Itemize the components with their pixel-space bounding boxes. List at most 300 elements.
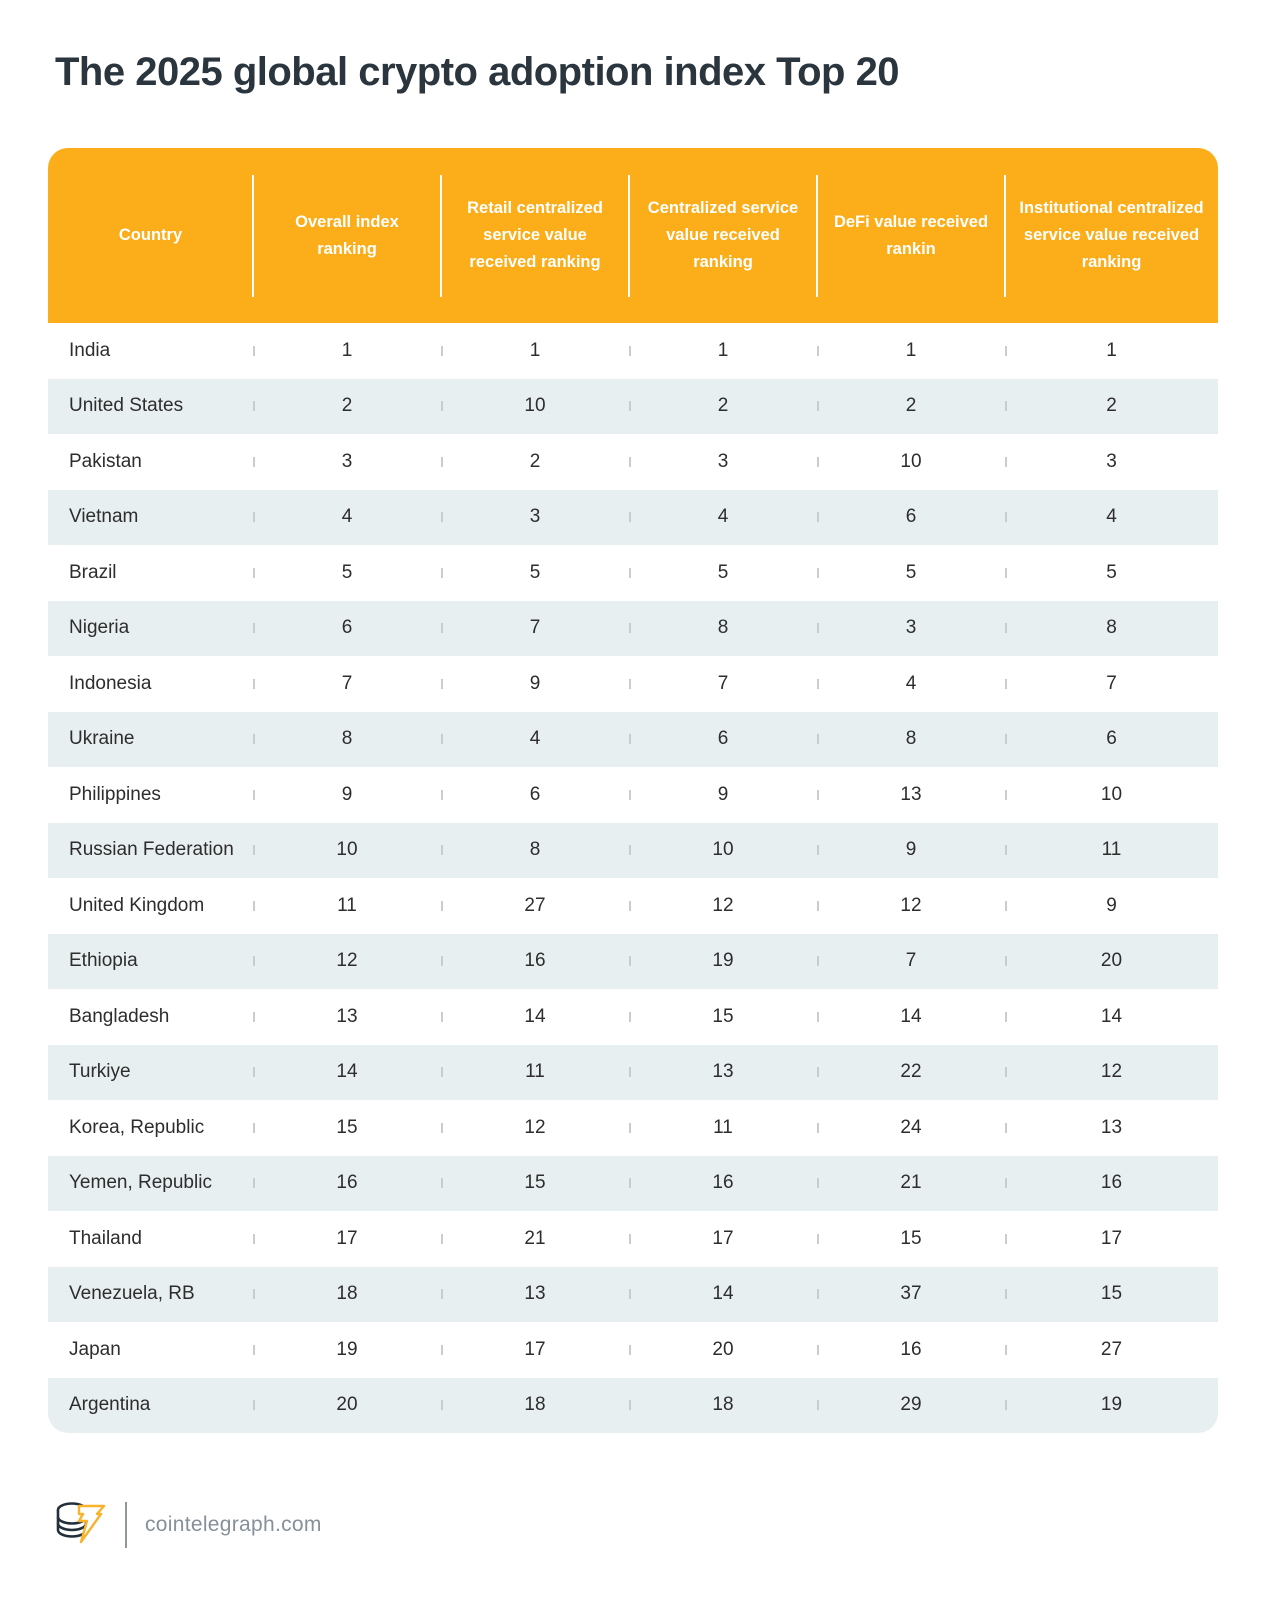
ranking-cell bbox=[629, 1172, 817, 1194]
ranking-value: 13 bbox=[524, 1283, 546, 1305]
ranking-cell bbox=[253, 895, 441, 917]
ranking-value: 37 bbox=[900, 1283, 922, 1305]
cell-tick-divider bbox=[1005, 346, 1007, 356]
ranking-cell bbox=[253, 1283, 441, 1305]
ranking-cell bbox=[253, 673, 441, 695]
cell-tick-divider bbox=[441, 457, 443, 467]
ranking-value: 6 bbox=[905, 506, 917, 528]
ranking-value: 12 bbox=[1100, 1061, 1123, 1083]
table-row bbox=[48, 656, 1218, 712]
cell-tick-divider bbox=[629, 568, 631, 578]
ranking-value: 3 bbox=[341, 450, 353, 472]
cell-tick-divider bbox=[817, 1123, 819, 1133]
ranking-cell bbox=[1005, 784, 1218, 806]
ranking-cell bbox=[629, 1228, 817, 1250]
cell-tick-divider bbox=[253, 346, 255, 356]
ranking-value: 19 bbox=[336, 1338, 358, 1360]
table-row bbox=[48, 601, 1218, 657]
column-header-5: Institutional centralized service value received ranking bbox=[1005, 148, 1218, 323]
cell-tick-divider bbox=[817, 679, 819, 689]
table-row bbox=[48, 823, 1218, 879]
cell-tick-divider bbox=[1005, 623, 1007, 633]
ranking-value: 11 bbox=[525, 1061, 545, 1083]
cell-tick-divider bbox=[629, 512, 631, 522]
table-row bbox=[48, 1378, 1218, 1434]
cell-tick-divider bbox=[253, 679, 255, 689]
ranking-cell bbox=[441, 839, 629, 861]
ranking-cell bbox=[441, 1339, 629, 1361]
ranking-cell bbox=[1005, 617, 1218, 639]
country-cell: Russian Federation bbox=[69, 839, 234, 861]
country-cell: United States bbox=[69, 395, 184, 417]
ranking-cell bbox=[817, 1172, 1005, 1194]
ranking-value: 22 bbox=[900, 1061, 922, 1083]
ranking-cell bbox=[253, 1006, 441, 1028]
ranking-value: 14 bbox=[1100, 1005, 1123, 1027]
ranking-cell bbox=[441, 340, 629, 362]
country-cell: Indonesia bbox=[69, 672, 152, 694]
cell-tick-divider bbox=[817, 1400, 819, 1410]
country-cell: India bbox=[69, 339, 111, 361]
cell-tick-divider bbox=[441, 568, 443, 578]
ranking-value: 16 bbox=[1100, 1172, 1123, 1194]
cell-tick-divider bbox=[1005, 901, 1007, 911]
ranking-value: 15 bbox=[336, 1116, 358, 1138]
ranking-cell bbox=[817, 506, 1005, 528]
ranking-cell bbox=[1005, 395, 1218, 417]
ranking-cell bbox=[1005, 1006, 1218, 1028]
ranking-cell bbox=[441, 673, 629, 695]
ranking-cell bbox=[817, 1394, 1005, 1416]
ranking-cell bbox=[629, 895, 817, 917]
ranking-cell bbox=[817, 895, 1005, 917]
cell-tick-divider bbox=[629, 901, 631, 911]
ranking-value: 18 bbox=[524, 1394, 546, 1416]
column-header-2: Retail centralized service value received ranking bbox=[441, 148, 629, 323]
ranking-value: 12 bbox=[336, 950, 358, 972]
ranking-value: 21 bbox=[900, 1172, 922, 1194]
ranking-value: 1 bbox=[341, 339, 353, 361]
ranking-cell bbox=[441, 451, 629, 473]
ranking-value: 8 bbox=[905, 728, 917, 750]
ranking-cell bbox=[253, 506, 441, 528]
ranking-cell bbox=[441, 395, 629, 417]
cell-tick-divider bbox=[817, 1012, 819, 1022]
table-row bbox=[48, 1156, 1218, 1212]
cell-tick-divider bbox=[1005, 790, 1007, 800]
table-row bbox=[48, 989, 1218, 1045]
ranking-cell bbox=[1005, 506, 1218, 528]
ranking-value: 11 bbox=[1101, 839, 1122, 861]
cell-tick-divider bbox=[253, 956, 255, 966]
ranking-value: 6 bbox=[1106, 728, 1117, 750]
ranking-value: 3 bbox=[905, 617, 917, 639]
ranking-cell bbox=[629, 1394, 817, 1416]
ranking-cell bbox=[817, 673, 1005, 695]
table-row bbox=[48, 379, 1218, 435]
ranking-cell bbox=[441, 1228, 629, 1250]
country-cell: Japan bbox=[69, 1338, 121, 1360]
ranking-cell bbox=[1005, 839, 1218, 861]
ranking-value: 10 bbox=[900, 450, 922, 472]
ranking-cell bbox=[253, 1117, 441, 1139]
cell-tick-divider bbox=[817, 1289, 819, 1299]
ranking-cell bbox=[253, 1339, 441, 1361]
ranking-value: 29 bbox=[900, 1394, 922, 1416]
cell-tick-divider bbox=[441, 1178, 443, 1188]
table-row bbox=[48, 1322, 1218, 1378]
cell-tick-divider bbox=[441, 1345, 443, 1355]
ranking-cell bbox=[629, 839, 817, 861]
cell-tick-divider bbox=[629, 790, 631, 800]
ranking-cell bbox=[1005, 895, 1218, 917]
ranking-cell bbox=[1005, 562, 1218, 584]
cell-tick-divider bbox=[817, 845, 819, 855]
country-cell: Ukraine bbox=[69, 728, 135, 750]
ranking-value: 13 bbox=[1100, 1116, 1123, 1138]
ranking-cell bbox=[629, 950, 817, 972]
column-header-3: Centralized service value received ranking bbox=[629, 148, 817, 323]
cell-tick-divider bbox=[441, 790, 443, 800]
ranking-cell bbox=[441, 1117, 629, 1139]
cell-tick-divider bbox=[629, 1400, 631, 1410]
ranking-cell bbox=[1005, 1394, 1218, 1416]
cell-tick-divider bbox=[1005, 512, 1007, 522]
ranking-cell bbox=[441, 1061, 629, 1083]
ranking-value: 5 bbox=[341, 561, 353, 583]
cell-tick-divider bbox=[629, 845, 631, 855]
country-cell: Vietnam bbox=[69, 506, 139, 528]
cell-tick-divider bbox=[629, 956, 631, 966]
cell-tick-divider bbox=[817, 956, 819, 966]
ranking-cell bbox=[253, 1228, 441, 1250]
ranking-value: 11 bbox=[337, 894, 357, 916]
country-cell: United Kingdom bbox=[69, 894, 205, 916]
ranking-cell bbox=[253, 1172, 441, 1194]
cell-tick-divider bbox=[629, 1178, 631, 1188]
ranking-cell bbox=[629, 340, 817, 362]
cell-tick-divider bbox=[1005, 1067, 1007, 1077]
ranking-value: 18 bbox=[712, 1394, 734, 1416]
ranking-cell bbox=[441, 895, 629, 917]
cell-tick-divider bbox=[253, 790, 255, 800]
table-row bbox=[48, 1100, 1218, 1156]
footer-divider bbox=[125, 1502, 127, 1548]
cell-tick-divider bbox=[441, 1400, 443, 1410]
ranking-value: 9 bbox=[905, 839, 917, 861]
ranking-value: 16 bbox=[524, 950, 546, 972]
ranking-cell bbox=[1005, 451, 1218, 473]
ranking-value: 7 bbox=[529, 617, 541, 639]
ranking-cell bbox=[253, 728, 441, 750]
ranking-cell bbox=[817, 451, 1005, 473]
cell-tick-divider bbox=[253, 1012, 255, 1022]
ranking-value: 27 bbox=[1100, 1338, 1123, 1360]
cell-tick-divider bbox=[253, 1234, 255, 1244]
ranking-value: 2 bbox=[529, 450, 541, 472]
cell-tick-divider bbox=[253, 512, 255, 522]
ranking-cell bbox=[817, 784, 1005, 806]
ranking-value: 4 bbox=[905, 672, 917, 694]
table-row bbox=[48, 490, 1218, 546]
ranking-value: 2 bbox=[717, 395, 729, 417]
cell-tick-divider bbox=[1005, 956, 1007, 966]
ranking-value: 12 bbox=[524, 1116, 546, 1138]
cell-tick-divider bbox=[441, 1123, 443, 1133]
ranking-cell bbox=[1005, 1283, 1218, 1305]
cell-tick-divider bbox=[441, 734, 443, 744]
cell-tick-divider bbox=[441, 1289, 443, 1299]
cell-tick-divider bbox=[817, 790, 819, 800]
ranking-cell bbox=[817, 395, 1005, 417]
cell-tick-divider bbox=[253, 1345, 255, 1355]
footer bbox=[55, 1497, 322, 1553]
column-header-4: DeFi value received rankin bbox=[817, 148, 1005, 323]
cell-tick-divider bbox=[253, 901, 255, 911]
ranking-value: 18 bbox=[336, 1283, 358, 1305]
cell-tick-divider bbox=[1005, 1345, 1007, 1355]
ranking-value: 16 bbox=[336, 1172, 358, 1194]
table-row bbox=[48, 1211, 1218, 1267]
ranking-cell bbox=[1005, 673, 1218, 695]
cell-tick-divider bbox=[629, 1012, 631, 1022]
table-header-row bbox=[48, 148, 1218, 323]
cell-tick-divider bbox=[441, 1067, 443, 1077]
ranking-cell bbox=[629, 784, 817, 806]
ranking-cell bbox=[441, 784, 629, 806]
ranking-cell bbox=[817, 1228, 1005, 1250]
country-cell: Nigeria bbox=[69, 617, 130, 639]
cell-tick-divider bbox=[253, 1289, 255, 1299]
cell-tick-divider bbox=[817, 901, 819, 911]
ranking-value: 8 bbox=[529, 839, 541, 861]
ranking-value: 27 bbox=[524, 894, 546, 916]
page-title: The 2025 global crypto adoption index Top 20 bbox=[55, 50, 900, 94]
ranking-value: 13 bbox=[336, 1005, 358, 1027]
ranking-cell bbox=[253, 562, 441, 584]
table-row bbox=[48, 1267, 1218, 1323]
cell-tick-divider bbox=[1005, 568, 1007, 578]
cell-tick-divider bbox=[441, 401, 443, 411]
ranking-cell bbox=[629, 617, 817, 639]
ranking-value: 5 bbox=[529, 561, 541, 583]
ranking-value: 9 bbox=[717, 783, 729, 805]
ranking-cell bbox=[629, 506, 817, 528]
cell-tick-divider bbox=[817, 623, 819, 633]
ranking-value: 3 bbox=[717, 450, 729, 472]
cell-tick-divider bbox=[817, 401, 819, 411]
cell-tick-divider bbox=[1005, 1289, 1007, 1299]
ranking-value: 20 bbox=[336, 1394, 358, 1416]
ranking-value: 1 bbox=[717, 339, 729, 361]
ranking-value: 10 bbox=[336, 839, 358, 861]
ranking-value: 12 bbox=[900, 894, 922, 916]
ranking-value: 14 bbox=[900, 1005, 922, 1027]
ranking-value: 4 bbox=[717, 506, 729, 528]
cell-tick-divider bbox=[253, 845, 255, 855]
ranking-value: 14 bbox=[524, 1005, 546, 1027]
cell-tick-divider bbox=[629, 1123, 631, 1133]
cell-tick-divider bbox=[441, 845, 443, 855]
ranking-value: 5 bbox=[905, 561, 917, 583]
ranking-cell bbox=[817, 340, 1005, 362]
ranking-cell bbox=[1005, 728, 1218, 750]
ranking-cell bbox=[253, 839, 441, 861]
cointelegraph-logo-icon bbox=[55, 1497, 107, 1553]
ranking-cell bbox=[441, 562, 629, 584]
country-cell: Yemen, Republic bbox=[69, 1172, 212, 1194]
ranking-value: 17 bbox=[336, 1227, 358, 1249]
cell-tick-divider bbox=[253, 401, 255, 411]
ranking-cell bbox=[1005, 340, 1218, 362]
country-cell: Argentina bbox=[69, 1394, 151, 1416]
cell-tick-divider bbox=[441, 956, 443, 966]
column-header-0: Country bbox=[118, 226, 183, 244]
cell-tick-divider bbox=[817, 346, 819, 356]
ranking-value: 15 bbox=[712, 1005, 734, 1027]
ranking-cell bbox=[253, 340, 441, 362]
cell-tick-divider bbox=[817, 1345, 819, 1355]
cell-tick-divider bbox=[253, 1400, 255, 1410]
ranking-cell bbox=[441, 1394, 629, 1416]
ranking-cell bbox=[1005, 1172, 1218, 1194]
ranking-value: 9 bbox=[341, 783, 353, 805]
ranking-cell bbox=[1005, 1061, 1218, 1083]
ranking-cell bbox=[817, 1061, 1005, 1083]
country-cell: Ethiopia bbox=[69, 950, 138, 972]
ranking-cell bbox=[629, 562, 817, 584]
ranking-value: 2 bbox=[1106, 395, 1117, 417]
ranking-cell bbox=[817, 1006, 1005, 1028]
cell-tick-divider bbox=[629, 623, 631, 633]
ranking-cell bbox=[253, 451, 441, 473]
country-cell: Brazil bbox=[69, 561, 117, 583]
ranking-cell bbox=[253, 784, 441, 806]
ranking-value: 16 bbox=[900, 1338, 922, 1360]
ranking-value: 5 bbox=[1106, 561, 1117, 583]
cell-tick-divider bbox=[817, 568, 819, 578]
ranking-cell bbox=[817, 728, 1005, 750]
cell-tick-divider bbox=[441, 346, 443, 356]
ranking-value: 16 bbox=[712, 1172, 734, 1194]
ranking-value: 8 bbox=[717, 617, 729, 639]
country-cell: Venezuela, RB bbox=[69, 1283, 195, 1305]
cell-tick-divider bbox=[253, 623, 255, 633]
cell-tick-divider bbox=[629, 1345, 631, 1355]
ranking-value: 14 bbox=[336, 1061, 358, 1083]
cell-tick-divider bbox=[817, 1234, 819, 1244]
ranking-value: 1 bbox=[905, 339, 917, 361]
cell-tick-divider bbox=[629, 401, 631, 411]
ranking-value: 19 bbox=[1100, 1394, 1123, 1416]
ranking-cell bbox=[441, 506, 629, 528]
ranking-value: 6 bbox=[341, 617, 353, 639]
cell-tick-divider bbox=[253, 734, 255, 744]
ranking-cell bbox=[629, 1117, 817, 1139]
ranking-cell bbox=[817, 562, 1005, 584]
ranking-value: 3 bbox=[1106, 450, 1117, 472]
ranking-value: 6 bbox=[717, 728, 729, 750]
cell-tick-divider bbox=[1005, 1234, 1007, 1244]
ranking-cell bbox=[441, 950, 629, 972]
ranking-cell bbox=[629, 1061, 817, 1083]
ranking-cell bbox=[629, 673, 817, 695]
table-row bbox=[48, 323, 1218, 379]
ranking-value: 1 bbox=[1106, 339, 1117, 361]
ranking-cell bbox=[441, 728, 629, 750]
cell-tick-divider bbox=[253, 568, 255, 578]
cell-tick-divider bbox=[441, 512, 443, 522]
ranking-cell bbox=[629, 1339, 817, 1361]
cell-tick-divider bbox=[629, 1234, 631, 1244]
ranking-value: 17 bbox=[712, 1227, 734, 1249]
ranking-cell bbox=[441, 617, 629, 639]
ranking-value: 14 bbox=[712, 1283, 734, 1305]
table-row bbox=[48, 934, 1218, 990]
ranking-cell bbox=[629, 395, 817, 417]
ranking-value: 4 bbox=[1106, 506, 1117, 528]
ranking-cell bbox=[629, 1283, 817, 1305]
ranking-value: 10 bbox=[1100, 783, 1123, 805]
country-cell: Bangladesh bbox=[69, 1005, 170, 1027]
ranking-value: 8 bbox=[1106, 617, 1117, 639]
cell-tick-divider bbox=[441, 1234, 443, 1244]
cell-tick-divider bbox=[441, 679, 443, 689]
country-cell: Thailand bbox=[69, 1227, 142, 1249]
ranking-value: 15 bbox=[900, 1227, 922, 1249]
ranking-value: 17 bbox=[524, 1338, 546, 1360]
ranking-cell bbox=[629, 728, 817, 750]
cell-tick-divider bbox=[817, 734, 819, 744]
footer-site-label: cointelegraph.com bbox=[145, 1513, 322, 1536]
ranking-cell bbox=[1005, 950, 1218, 972]
ranking-cell bbox=[441, 1172, 629, 1194]
column-header-1: Overall index ranking bbox=[253, 148, 441, 323]
cell-tick-divider bbox=[1005, 1123, 1007, 1133]
ranking-cell bbox=[441, 1283, 629, 1305]
cell-tick-divider bbox=[629, 457, 631, 467]
cell-tick-divider bbox=[1005, 845, 1007, 855]
country-cell: Turkiye bbox=[69, 1061, 131, 1083]
cell-tick-divider bbox=[817, 1067, 819, 1077]
ranking-value: 13 bbox=[900, 783, 922, 805]
cell-tick-divider bbox=[253, 1067, 255, 1077]
cell-tick-divider bbox=[1005, 679, 1007, 689]
ranking-value: 19 bbox=[712, 950, 734, 972]
ranking-value: 9 bbox=[529, 672, 541, 694]
cell-tick-divider bbox=[1005, 457, 1007, 467]
country-cell: Philippines bbox=[69, 783, 161, 805]
cell-tick-divider bbox=[441, 901, 443, 911]
ranking-value: 17 bbox=[1100, 1227, 1123, 1249]
country-cell: Korea, Republic bbox=[69, 1116, 205, 1138]
ranking-value: 12 bbox=[712, 894, 734, 916]
ranking-cell bbox=[253, 1394, 441, 1416]
ranking-value: 10 bbox=[524, 395, 546, 417]
ranking-value: 6 bbox=[529, 783, 541, 805]
cell-tick-divider bbox=[629, 346, 631, 356]
cell-tick-divider bbox=[629, 679, 631, 689]
ranking-value: 2 bbox=[341, 395, 353, 417]
ranking-value: 7 bbox=[717, 672, 729, 694]
cell-tick-divider bbox=[1005, 1178, 1007, 1188]
ranking-value: 11 bbox=[713, 1116, 733, 1138]
ranking-value: 9 bbox=[1106, 894, 1117, 916]
cell-tick-divider bbox=[817, 457, 819, 467]
ranking-cell bbox=[253, 617, 441, 639]
cell-tick-divider bbox=[629, 1067, 631, 1077]
ranking-value: 4 bbox=[341, 506, 353, 528]
